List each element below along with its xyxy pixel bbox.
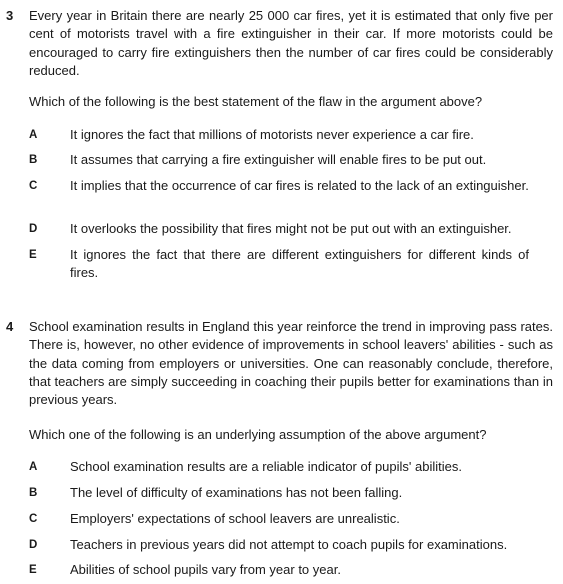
option-text: It ignores the fact that there are different extinguishers for different kinds of fires. [70, 247, 529, 280]
option-letter: C [29, 513, 38, 525]
option-letter: C [29, 180, 38, 192]
question-number: 4 [6, 319, 14, 334]
option-letter: A [29, 461, 38, 473]
option-letter: D [29, 223, 38, 235]
option-letter: E [29, 249, 37, 261]
option-text: The level of difficulty of examinations has not been falling. [70, 485, 403, 500]
question-passage: School examination results in England this year reinforce the trend in improving pass rates. There is, however, no other evidence of improvements in school leavers' abilities - such as the data coming from employers or universities. One can reasonably conclude, therefore, that teachers are simply succeeding in coaching their pupils better for examinations than in previous years. [29, 319, 553, 408]
option-letter: B [29, 487, 38, 499]
question-prompt: Which of the following is the best statement of the flaw in the argument above? [29, 94, 483, 109]
option-text: Abilities of school pupils vary from year to year. [70, 562, 341, 577]
option-letter: E [29, 564, 37, 576]
option-text: Employers' expectations of school leavers are unrealistic. [70, 511, 400, 526]
option-text: It assumes that carrying a fire extinguisher will enable fires to be put out. [70, 152, 487, 167]
option-text: School examination results are a reliable indicator of pupils' abilities. [70, 459, 462, 474]
option-text: It implies that the occurrence of car fires is related to the lack of an extinguisher. [70, 178, 529, 193]
option-text: It ignores the fact that millions of motorists never experience a car fire. [70, 127, 474, 142]
option-letter: D [29, 539, 38, 551]
option-text: It overlooks the possibility that fires might not be put out with an extinguisher. [70, 221, 512, 236]
question-number: 3 [6, 8, 14, 23]
option-letter: A [29, 129, 38, 141]
question-passage: Every year in Britain there are nearly 25 000 car fires, yet it is estimated that only five per cent of motorists travel with a fire extinguisher in their car. If more motorists could be encouraged to carry fire extinguishers then the number of car fires could be considerably reduced. [29, 8, 553, 78]
option-text: Teachers in previous years did not attempt to coach pupils for examinations. [70, 537, 508, 552]
option-letter: B [29, 154, 38, 166]
question-prompt: Which one of the following is an underlying assumption of the above argument? [29, 427, 487, 442]
